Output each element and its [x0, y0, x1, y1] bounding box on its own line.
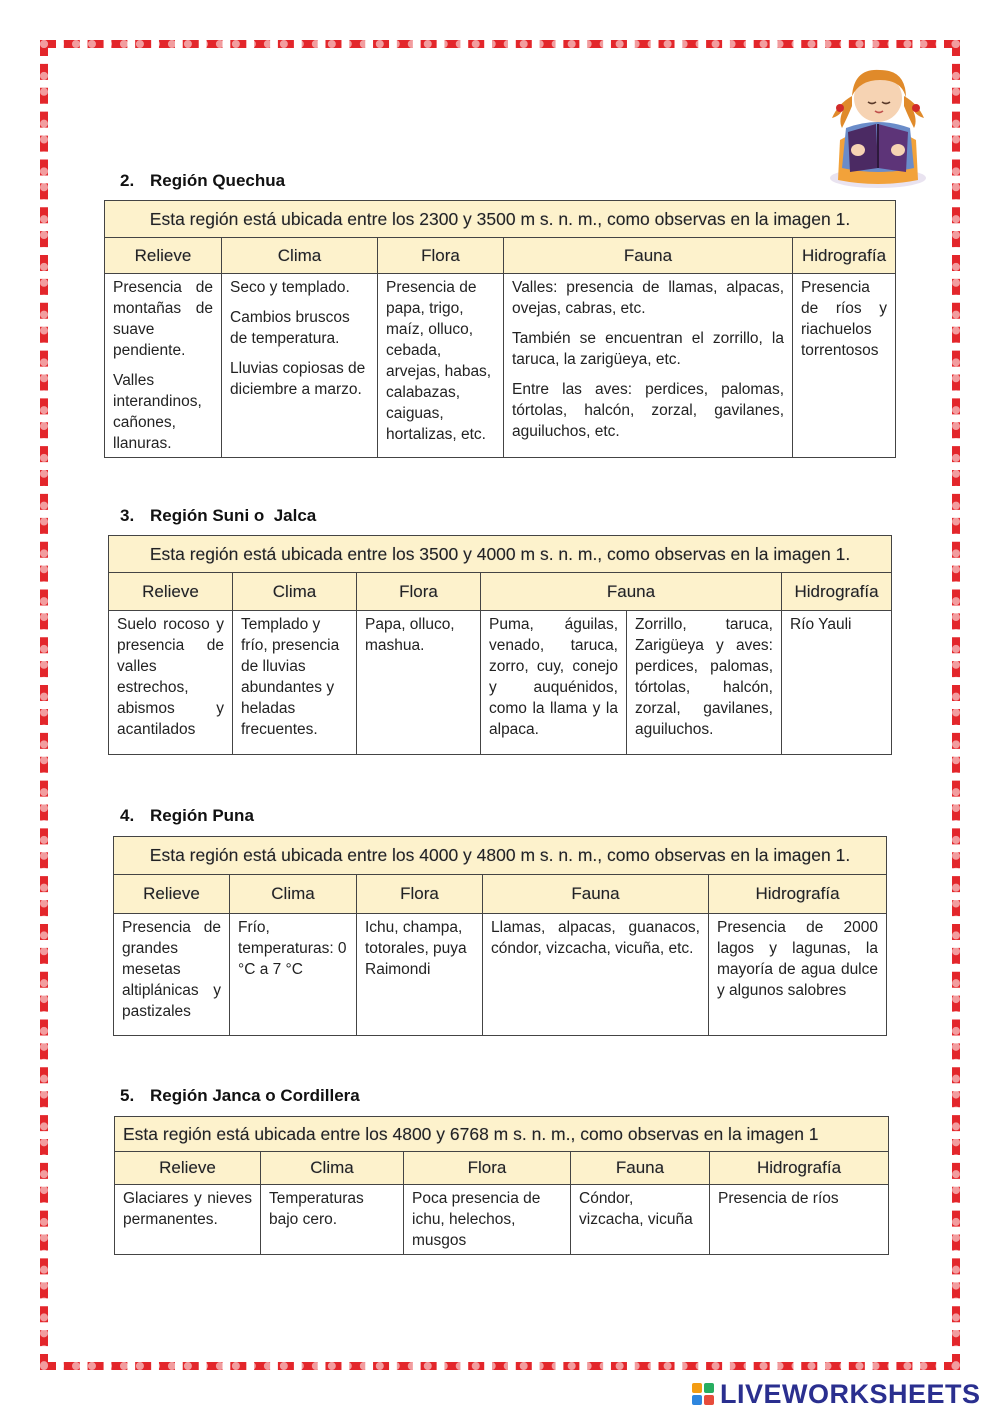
hidrografia-cell [710, 1185, 889, 1255]
clima-text: Cambios bruscos de temperatura. [230, 309, 350, 347]
flora-text: Ichu, champa, totorales, puya Raimondi [365, 919, 467, 978]
hidrografia-cell [782, 611, 892, 755]
column-header-flora: Flora [357, 573, 481, 611]
clima-text: Temperaturas bajo cero. [269, 1190, 364, 1228]
flora-text: Poca presencia de ichu, helechos, musgos [412, 1190, 541, 1249]
relieve-cell [115, 1185, 261, 1255]
region-table-quechua [104, 200, 896, 458]
fauna-text: Zorrillo, taruca, Zarigüeya y aves: perdices, palomas, tórtolas, halcón, zorzal, gavilanes, aguiluchos. [635, 616, 773, 738]
column-header-fauna: Fauna [481, 573, 782, 611]
clima-text: Seco y templado. [230, 279, 350, 296]
column-header-clima: Clima [222, 238, 378, 274]
column-header-flora: Flora [378, 238, 504, 274]
flora-cell [404, 1185, 571, 1255]
relieve-cell [114, 914, 230, 1036]
section-title-text: Región Quechua [150, 171, 286, 190]
column-header-hidrografia: Hidrografía [710, 1152, 889, 1185]
column-header-relieve: Relieve [114, 875, 230, 914]
region-table-suni [108, 535, 892, 755]
column-header-clima: Clima [230, 875, 357, 914]
fauna-cell [481, 611, 627, 755]
relieve-text: Valles interandinos, cañones, llanuras. [113, 372, 202, 452]
relieve-text: Suelo rocoso y presencia de valles estrechos, abismos y acantilados [117, 616, 224, 738]
liveworksheets-logo[interactable] [692, 1378, 981, 1410]
section-title-suni [120, 506, 316, 526]
altitude-band: Esta región está ubicada entre los 4000 y 4800 m s. n. m., como observas en la imagen 1. [114, 837, 887, 875]
column-header-relieve: Relieve [115, 1152, 261, 1185]
fauna-text: Cóndor, vizcacha, vicuña [579, 1190, 693, 1228]
flora-text: Presencia de papa, trigo, maíz, olluco, cebada, arvejas, habas, calabazas, caiguas, hortalizas, etc. [386, 279, 492, 443]
clima-cell [230, 914, 357, 1036]
fauna-text: Llamas, alpacas, guanacos, cóndor, vizcacha, vicuña, etc. [491, 919, 700, 957]
clima-text: Templado y frío, presencia de lluvias abundantes y heladas frecuentes. [241, 616, 340, 738]
liveworksheets-wordmark: LIVEWORKSHEETS [720, 1378, 981, 1409]
section-title-janca [120, 1086, 360, 1106]
fauna-cell [571, 1185, 710, 1255]
flora-cell [378, 274, 504, 458]
region-table-puna [113, 836, 887, 1036]
altitude-band: Esta región está ubicada entre los 3500 y 4000 m s. n. m., como observas en la imagen 1. [109, 536, 892, 573]
column-header-hidrografia: Hidrografía [709, 875, 887, 914]
relieve-text: Presencia de montañas de suave pendiente. [113, 279, 213, 359]
girl-reading-book-icon [818, 58, 938, 190]
section-number: 3. [120, 506, 135, 525]
section-title-text: Región Puna [150, 806, 254, 825]
column-header-clima: Clima [261, 1152, 404, 1185]
column-header-hidrografia: Hidrografía [793, 238, 896, 274]
clima-cell [233, 611, 357, 755]
column-header-flora: Flora [357, 875, 483, 914]
column-header-flora: Flora [404, 1152, 571, 1185]
flora-cell [357, 611, 481, 755]
section-title-text: Región Suni o Jalca [150, 506, 317, 525]
relieve-cell [105, 274, 222, 458]
hidrografia-text: Presencia de ríos y riachuelos torrentosos [801, 279, 887, 359]
section-number: 4. [120, 806, 135, 825]
hidrografia-text: Presencia de 2000 lagos y lagunas, la mayoría de agua dulce y algunos salobres [717, 919, 878, 999]
column-header-fauna: Fauna [483, 875, 709, 914]
section-title-text: Región Janca o Cordillera [150, 1086, 360, 1105]
clima-text: Frío, temperaturas: 0 °C a 7 °C [238, 919, 347, 978]
column-header-hidrografia: Hidrografía [782, 573, 892, 611]
hidrografia-text: Río Yauli [790, 616, 852, 633]
column-header-fauna: Fauna [571, 1152, 710, 1185]
hidrografia-cell [709, 914, 887, 1036]
clima-text: Lluvias copiosas de diciembre a marzo. [230, 360, 366, 398]
relieve-text: Glaciares y nieves permanentes. [123, 1190, 252, 1228]
fauna-cell [504, 274, 793, 458]
altitude-band: Esta región está ubicada entre los 2300 y 3500 m s. n. m., como observas en la imagen 1. [105, 201, 896, 238]
fauna-text: Entre las aves: perdices, palomas, tórtolas, halcón, zorzal, gavilanes, aguiluchos, etc. [512, 381, 784, 440]
hidrografia-text: Presencia de ríos [718, 1190, 839, 1207]
column-header-fauna: Fauna [504, 238, 793, 274]
section-title-quechua [120, 171, 285, 191]
section-number: 5. [120, 1086, 135, 1105]
fauna-cell [627, 611, 782, 755]
fauna-text: Puma, águilas, venado, taruca, zorro, cuy, conejo y auquénidos, como la llama y la alpaca. [489, 616, 618, 738]
clima-cell [222, 274, 378, 458]
region-table-janca [114, 1116, 889, 1255]
section-number: 2. [120, 171, 135, 190]
column-header-relieve: Relieve [109, 573, 233, 611]
relieve-cell [109, 611, 233, 755]
fauna-cell [483, 914, 709, 1036]
hidrografia-cell [793, 274, 896, 458]
clima-cell [261, 1185, 404, 1255]
altitude-band: Esta región está ubicada entre los 4800 y 6768 m s. n. m., como observas en la imagen 1 [115, 1117, 889, 1152]
relieve-text: Presencia de grandes mesetas altiplánicas y pastizales [122, 919, 221, 1020]
flora-cell [357, 914, 483, 1036]
column-header-relieve: Relieve [105, 238, 222, 274]
fauna-text: También se encuentran el zorrillo, la taruca, la zarigüeya, etc. [512, 330, 784, 368]
section-title-puna [120, 806, 254, 826]
column-header-clima: Clima [233, 573, 357, 611]
liveworksheets-logo-icon [692, 1383, 714, 1405]
fauna-text: Valles: presencia de llamas, alpacas, ovejas, cabras, etc. [512, 279, 784, 317]
flora-text: Papa, olluco, mashua. [365, 616, 455, 654]
